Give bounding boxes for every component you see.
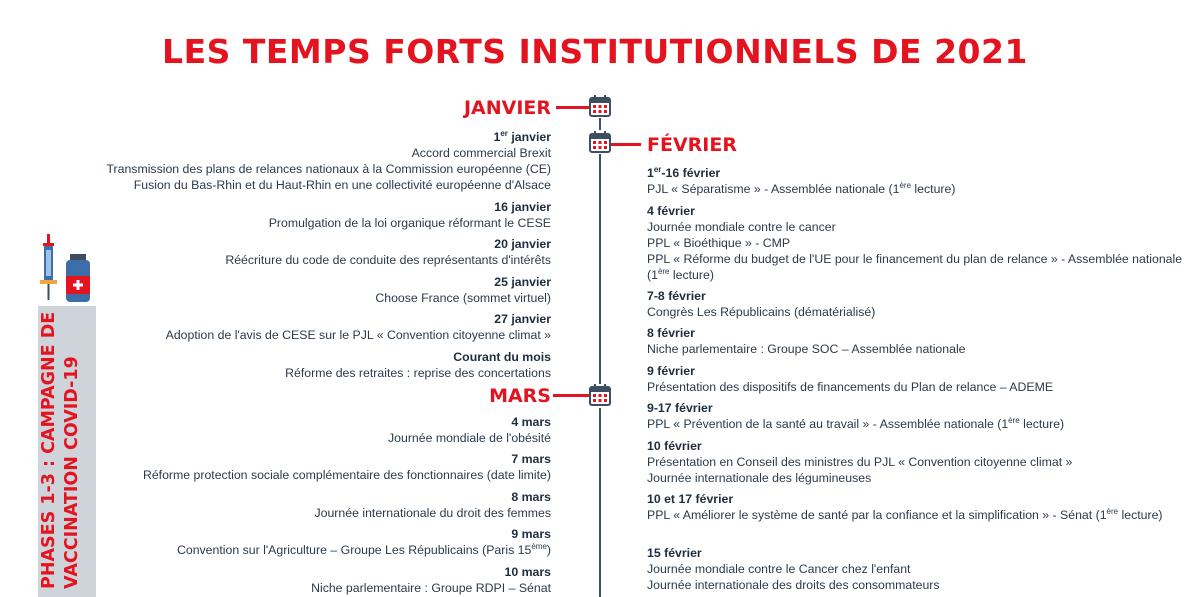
event-text: Réforme protection sociale complémentaire des fonctionnaires (date limite) (142, 468, 551, 482)
event-date: 7 mars (511, 452, 551, 466)
event-text: Congrès Les Républicains (dématérialisé) (647, 305, 876, 319)
event-date: 27 janvier (494, 312, 551, 326)
event-janvier-1 (106, 129, 551, 193)
event-text: Accord commercial Brexit (411, 146, 551, 160)
event-text: Réforme des retraites : reprise des concertations (285, 366, 551, 380)
month-label-janvier: JANVIER (463, 97, 551, 119)
event-date: 9-17 février (647, 401, 713, 415)
event-fevrier-8 (647, 325, 1187, 357)
event-date: 1er-16 février (647, 164, 721, 180)
calendar-icon-fevrier (589, 131, 611, 153)
event-text: Convention sur l'Agriculture – Groupe Les Républicains (Paris 15ème) (176, 541, 551, 557)
event-text: Niche parlementaire : Groupe RDPI – Sénat (311, 581, 551, 595)
event-janvier-25 (375, 274, 551, 306)
event-text: PPL « Réforme du budget de l'UE pour le financement du plan de relance » - Assemblée nationale (1ère lecture) (647, 252, 1183, 282)
event-text: Journée mondiale de l'obésité (388, 431, 551, 445)
event-mars-4 (388, 414, 551, 446)
timeline-line-main (599, 154, 601, 384)
event-date: 10 février (647, 439, 702, 453)
event-fevrier-1-16 (647, 165, 1187, 197)
event-janvier-courant (285, 349, 551, 381)
event-text: Journée mondiale contre le Cancer chez l'enfant (647, 562, 911, 576)
event-date: 1er janvier (493, 128, 551, 144)
event-date: Courant du mois (453, 350, 551, 364)
vaccination-icons (34, 232, 98, 304)
calendar-icon-janvier (589, 95, 611, 117)
event-fevrier-15 (647, 545, 1187, 593)
timeline-line-bottom (599, 408, 601, 597)
event-text: PPL « Bioéthique » - CMP (647, 236, 791, 250)
event-fevrier-10-17 (647, 491, 1187, 523)
event-text: Fusion du Bas-Rhin et du Haut-Rhin en une collectivité européenne d'Alsace (133, 178, 551, 192)
event-text: Choose France (sommet virtuel) (375, 291, 551, 305)
event-date: 25 janvier (494, 275, 551, 289)
event-fevrier-10 (647, 438, 1187, 486)
event-text: Journée internationale des légumineuses (647, 471, 872, 485)
event-date: 16 janvier (494, 200, 551, 214)
event-text: Journée internationale des droits des consommateurs (647, 578, 940, 592)
timeline-line-top (599, 118, 601, 130)
event-janvier-27 (166, 311, 551, 343)
event-text: PPL « Prévention de la santé au travail » - Assemblée nationale (1ère lecture) (647, 415, 1065, 431)
event-janvier-20 (225, 236, 551, 268)
syringe-icon (40, 234, 57, 300)
event-fevrier-4 (647, 203, 1187, 283)
month-label-fevrier: FÉVRIER (647, 134, 737, 156)
event-text: PPL « Améliorer le système de santé par la confiance et la simplification » - Sénat (1ère lecture) (647, 506, 1163, 522)
vaccination-sidebar-label (38, 306, 96, 597)
fevrier-connector (611, 143, 641, 146)
event-text: Transmission des plans de relances nationaux à la Commission européenne (CE) (106, 162, 551, 176)
page-title: LES TEMPS FORTS INSTITUTIONNELS DE 2021 (162, 32, 1028, 71)
event-date: 7-8 février (647, 289, 706, 303)
event-text: Réécriture du code de conduite des représentants d'intérêts (225, 253, 551, 267)
event-date: 8 mars (511, 490, 551, 504)
event-date: 20 janvier (494, 237, 551, 251)
calendar-icon-mars (589, 384, 611, 406)
event-text: Présentation en Conseil des ministres du PJL « Convention citoyenne climat » (647, 455, 1073, 469)
event-text: Journée mondiale contre le cancer (647, 220, 836, 234)
event-text: Journée internationale du droit des femmes (314, 506, 551, 520)
sidebar-label-line2: VACCINATION COVID-19 (62, 356, 82, 589)
event-mars-8 (314, 489, 551, 521)
event-fevrier-9 (647, 363, 1187, 395)
event-date: 9 mars (511, 527, 551, 541)
event-date: 10 mars (504, 565, 551, 579)
event-janvier-16 (269, 199, 551, 231)
event-fevrier-9-17 (647, 400, 1187, 432)
event-text: Niche parlementaire : Groupe SOC – Assemblée nationale (647, 342, 966, 356)
event-mars-7 (143, 451, 551, 483)
event-fevrier-7-8 (647, 288, 1187, 320)
event-text: Adoption de l'avis de CESE sur le PJL « Convention citoyenne climat » (165, 328, 551, 342)
janvier-connector (556, 106, 589, 109)
event-text: Promulgation de la loi organique réformant le CESE (268, 216, 551, 230)
event-date: 4 février (647, 204, 695, 218)
event-mars-10 (311, 564, 551, 596)
event-date: 8 février (647, 326, 695, 340)
vaccine-vial-icon (66, 254, 90, 302)
event-date: 15 février (647, 546, 702, 560)
sidebar-label-line1: PHASES 1-3 : CAMPAGNE DE (39, 311, 59, 589)
mars-connector (553, 394, 589, 397)
event-date: 4 mars (511, 415, 551, 429)
event-text: Présentation des dispositifs de financements du Plan de relance – ADEME (647, 380, 1054, 394)
event-date: 9 février (647, 364, 695, 378)
event-text: PJL « Séparatisme » - Assemblée nationale (1ère lecture) (647, 180, 956, 196)
event-mars-9 (177, 526, 551, 558)
event-date: 10 et 17 février (647, 492, 734, 506)
month-label-mars: MARS (489, 385, 551, 407)
